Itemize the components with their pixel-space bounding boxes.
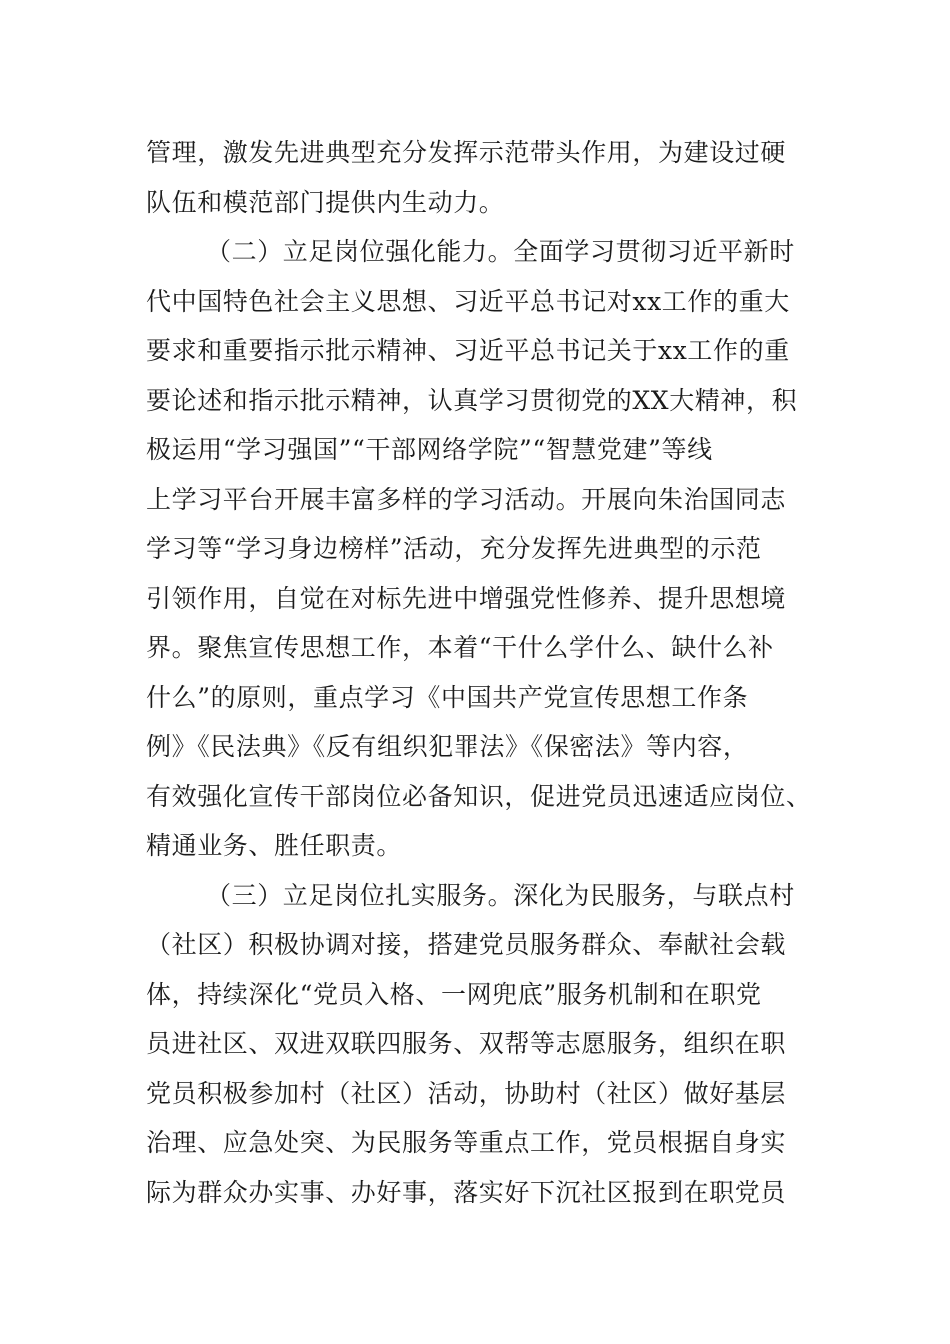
- section-heading-line: （三）立足岗位扎实服务。深化为民服务，与联点村: [206, 880, 795, 910]
- text-line: （社区）积极协调对接，搭建党员服务群众、奉献社会载: [146, 930, 787, 959]
- text-line: 员进社区、双进双联四服务、双帮等志愿服务，组织在职: [146, 1029, 787, 1058]
- text-line: 党员积极参加村（社区）活动，协助村（社区）做好基层: [146, 1078, 787, 1108]
- text-line: 例》《民法典》《反有组织犯罪法》《保密法》等内容，: [146, 732, 749, 761]
- text-line: 极运用“学习强国”“干部网络学院”“智慧党建”等线: [146, 435, 713, 464]
- text-line: 界。聚焦宣传思想工作，本着“干什么学什么、缺什么补: [146, 633, 774, 662]
- text-line: 引领作用，自觉在对标先进中增强党性修养、提升思想境: [146, 583, 787, 613]
- text-line: 学习等“学习身边榜样”活动，充分发挥先进典型的示范: [146, 534, 762, 563]
- text-line: 上学习平台开展丰富多样的学习活动。开展向朱治国同志: [146, 484, 787, 514]
- text-line: 精通业务、胜任职责。: [146, 831, 403, 860]
- text-line: 代中国特色社会主义思想、习近平总书记对xx工作的重大: [146, 286, 790, 316]
- document-body: [146, 128, 812, 1217]
- text-line: 队伍和模范部门提供内生动力。: [146, 187, 505, 217]
- text-line: 体，持续深化“党员入格、一网兜底”服务机制和在职党: [146, 979, 762, 1009]
- text-line: 治理、应急处突、为民服务等重点工作，党员根据自身实: [146, 1128, 787, 1157]
- text-line: 要求和重要指示批示精神、习近平总书记关于xx工作的重: [146, 336, 790, 365]
- text-line: 有效强化宣传干部岗位必备知识，促进党员迅速适应岗位、: [146, 781, 812, 811]
- text-line: 管理，激发先进典型充分发挥示范带头作用，为建设过硬: [146, 138, 787, 167]
- section-heading-line: （二）立足岗位强化能力。全面学习贯彻习近平新时: [206, 237, 795, 266]
- text-line: 际为群众办实事、办好事，落实好下沉社区报到在职党员: [146, 1177, 787, 1207]
- text-line: 要论述和指示批示精神，认真学习贯彻党的XX大精神，积: [146, 385, 798, 415]
- text-line: 什么”的原则，重点学习《中国共产党宣传思想工作条: [146, 682, 749, 712]
